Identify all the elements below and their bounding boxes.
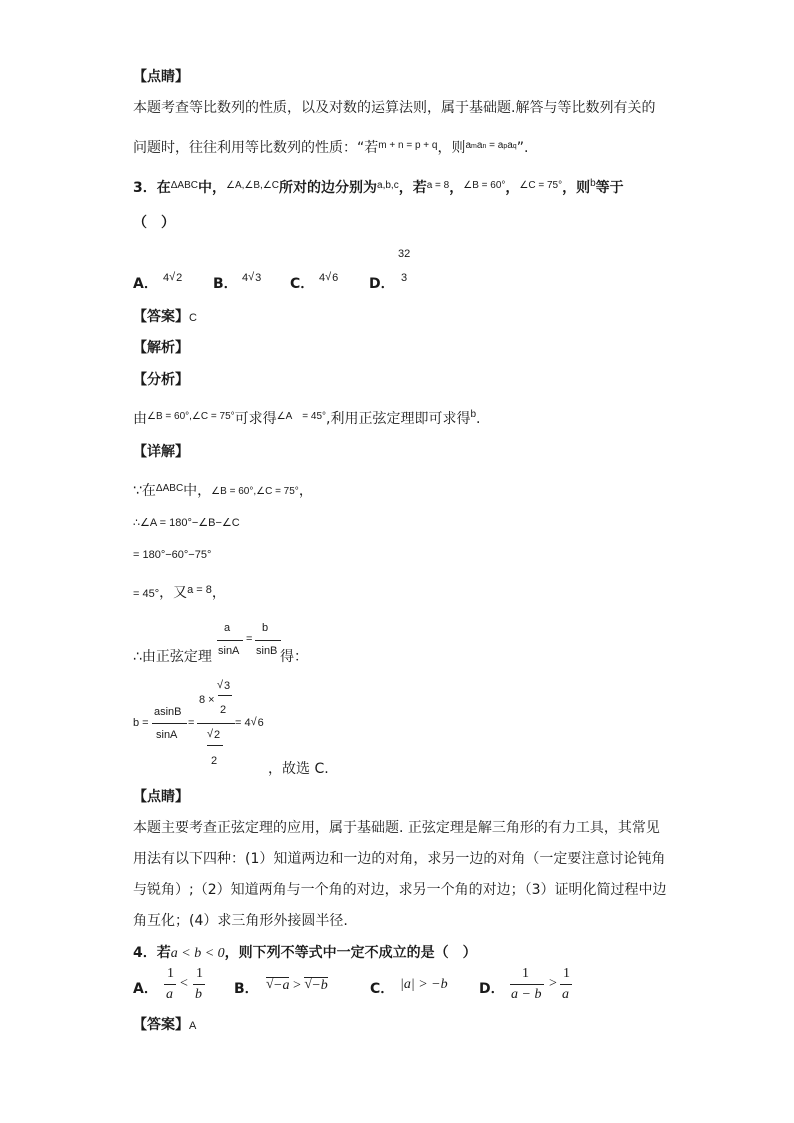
q4-opt-d-bar2 (560, 984, 572, 985)
b-result: = 4√ 6 (235, 717, 264, 729)
b-formula-bar (152, 723, 187, 724)
big-fraction-inner-bar-top (218, 695, 232, 696)
xiangjie-heading: 【详解】 (133, 444, 189, 460)
q4-option-b-value: √ −a > √ −b (266, 977, 328, 994)
big-fraction-main-bar (197, 723, 235, 724)
geometric-formula: aman = apaq (465, 140, 517, 151)
q3-option-d-label: D． (369, 276, 395, 292)
big-fraction-numerator-8: 8 × (199, 694, 215, 706)
b-variable: b (590, 178, 596, 189)
q4-opt-d-num1: 1 (522, 966, 529, 981)
q4-opt-a-num2: 1 (196, 966, 203, 981)
q4-option-c-value: |a| > −b (400, 977, 448, 992)
q4-opt-a-op: < (180, 976, 188, 991)
angle-c-value: ∠C = 75° (519, 180, 563, 191)
question-4-stem: 4．若a < b < 0，则下列不等式中一定不成立的是（ ） (133, 945, 477, 961)
q4-opt-d-num2: 1 (563, 966, 570, 981)
big-fraction-numerator-den: 2 (220, 704, 227, 716)
q4-option-a-label: A． (133, 981, 158, 997)
sine-law-denominator-b: sinB (256, 645, 278, 657)
q4-opt-d-op: > (549, 976, 557, 991)
q3-option-a-label: A． (133, 276, 158, 292)
solution-step-1: ∵在$^{\Delta ABC}$中，∠B = 60°,∠C = 75°， (133, 483, 313, 499)
q4-opt-a-num1: 1 (167, 966, 174, 981)
q4-opt-a-den1: a (166, 987, 173, 1002)
q4-opt-a-den2: b (195, 987, 202, 1002)
sine-law-numerator-b: b (262, 622, 269, 634)
big-fraction-inner-bar-bottom (207, 745, 223, 746)
answer-4: 【答案】A (133, 1017, 197, 1033)
question-3-stem: 3．在$^{\Delta ABC}$中，$^{\angle A,\angle B,\angle C}$所对的边分别为$^{a,b,c}$，若$^{a = 8}$，$^{\angle B = 60^\circ}$，$^{\angle C = 75^\circ}$，则$^b$等于 (133, 178, 624, 196)
solution-step-3: = 180°−60°−75° (133, 549, 212, 561)
sides-label: a,b,c (377, 180, 399, 191)
dianjing-1-line-2-text-b: ，则 (437, 140, 466, 156)
dianjing-2-line-3: 与锐角）;（2）知道两角与一个角的对边，求另一个角的对边；（3）证明化简过程中边 (133, 882, 667, 898)
answer-3: 【答案】C (133, 309, 197, 325)
big-fraction-denominator-den: 2 (211, 755, 218, 767)
b-formula-numerator: asinB (154, 706, 182, 718)
q3-option-b-value: 4√ 3 (242, 272, 261, 284)
q3-option-d-numerator: 32 (398, 248, 411, 260)
question-3-paren: （ ） (133, 215, 175, 231)
big-fraction-numerator-rad: √ 3 (217, 680, 230, 692)
section-heading-dianjing-1: 【点睛】 (133, 69, 189, 85)
solution-step-2: ∴∠A = 180°−∠B−∠C (133, 517, 240, 529)
jiexi-heading: 【解析】 (133, 340, 189, 356)
dianjing-1-line-2-text: 问题时，往往利用等比数列的性质：“若 (133, 140, 379, 156)
dianjing-2-line-4: 角互化；(4）求三角形外接圆半径. (133, 913, 348, 929)
sine-law-fraction-bar-2 (255, 640, 281, 641)
fenxi-line: 由$^{\angle B = 60^\circ,\angle C = 75^\circ}$可求得$^{\angle A}$ $^{= 45^\circ}$,利用正弦定理即可求得$^b$. (133, 409, 481, 427)
q4-option-b-label: B． (234, 981, 259, 997)
solution-step-5-de: 得： (280, 649, 308, 665)
dianjing-2-line-1: 本题主要考查正弦定理的应用，属于基础题. 正弦定理是解三角形的有力工具，其常见 (133, 820, 660, 836)
dianjing-1-line-2 (133, 137, 528, 157)
q3-option-c-label: C． (290, 276, 315, 292)
q4-opt-d-den1: a − b (511, 987, 542, 1002)
q4-option-c-label: C． (370, 981, 395, 997)
b-equals: b = (133, 717, 149, 729)
q3-option-c-value: 4√ 6 (319, 272, 338, 284)
q3-option-d-denominator: 3 (401, 272, 408, 284)
q4-opt-a-bar1 (164, 984, 176, 985)
section-heading-dianjing-2: 【点睛】 (133, 789, 189, 805)
solution-step-4: = 45°，又$^{a = 8}$， (133, 584, 226, 601)
b-formula-equals-1: = (188, 717, 195, 729)
q4-opt-a-bar2 (193, 984, 205, 985)
q4-condition: a < b < 0 (170, 946, 225, 961)
q3-option-b-label: B． (213, 276, 238, 292)
a-value: a = 8 (426, 180, 450, 191)
angles-label: ∠A,∠B,∠C (226, 180, 280, 191)
q4-opt-d-den2: a (562, 987, 569, 1002)
sine-law-denominator-a: sinA (218, 645, 240, 657)
fenxi-heading: 【分析】 (133, 372, 189, 388)
dianjing-1-line-2-end: ”. (516, 140, 529, 156)
q3-option-a-value: 4√ 2 (163, 272, 182, 284)
sine-law-fraction-bar-1 (217, 640, 243, 641)
q4-opt-d-bar1 (510, 984, 544, 985)
solution-step-5-text: ∴由正弦定理 (133, 649, 212, 665)
big-fraction-denominator-rad: √ 2 (207, 729, 220, 741)
b-formula-denominator: sinA (156, 729, 178, 741)
sine-law-numerator-a: a (224, 622, 231, 634)
q4-option-d-label: D． (479, 981, 505, 997)
sine-law-equals: = (246, 633, 253, 645)
angle-b-value: ∠B = 60° (463, 180, 506, 191)
dianjing-2-line-2: 用法有以下四种：(1）知道两边和一边的对角，求另一边的对角（一定要注意讨论钝角 (133, 851, 666, 867)
triangle-label: ΔABC (170, 180, 198, 191)
geometric-condition: m + n = p + q (378, 140, 438, 151)
dianjing-1-line-1: 本题考查等比数列的性质，以及对数的运算法则，属于基础题.解答与等比数列有关的 (133, 100, 656, 116)
solution-conclusion: ，故选 C. (268, 761, 329, 777)
